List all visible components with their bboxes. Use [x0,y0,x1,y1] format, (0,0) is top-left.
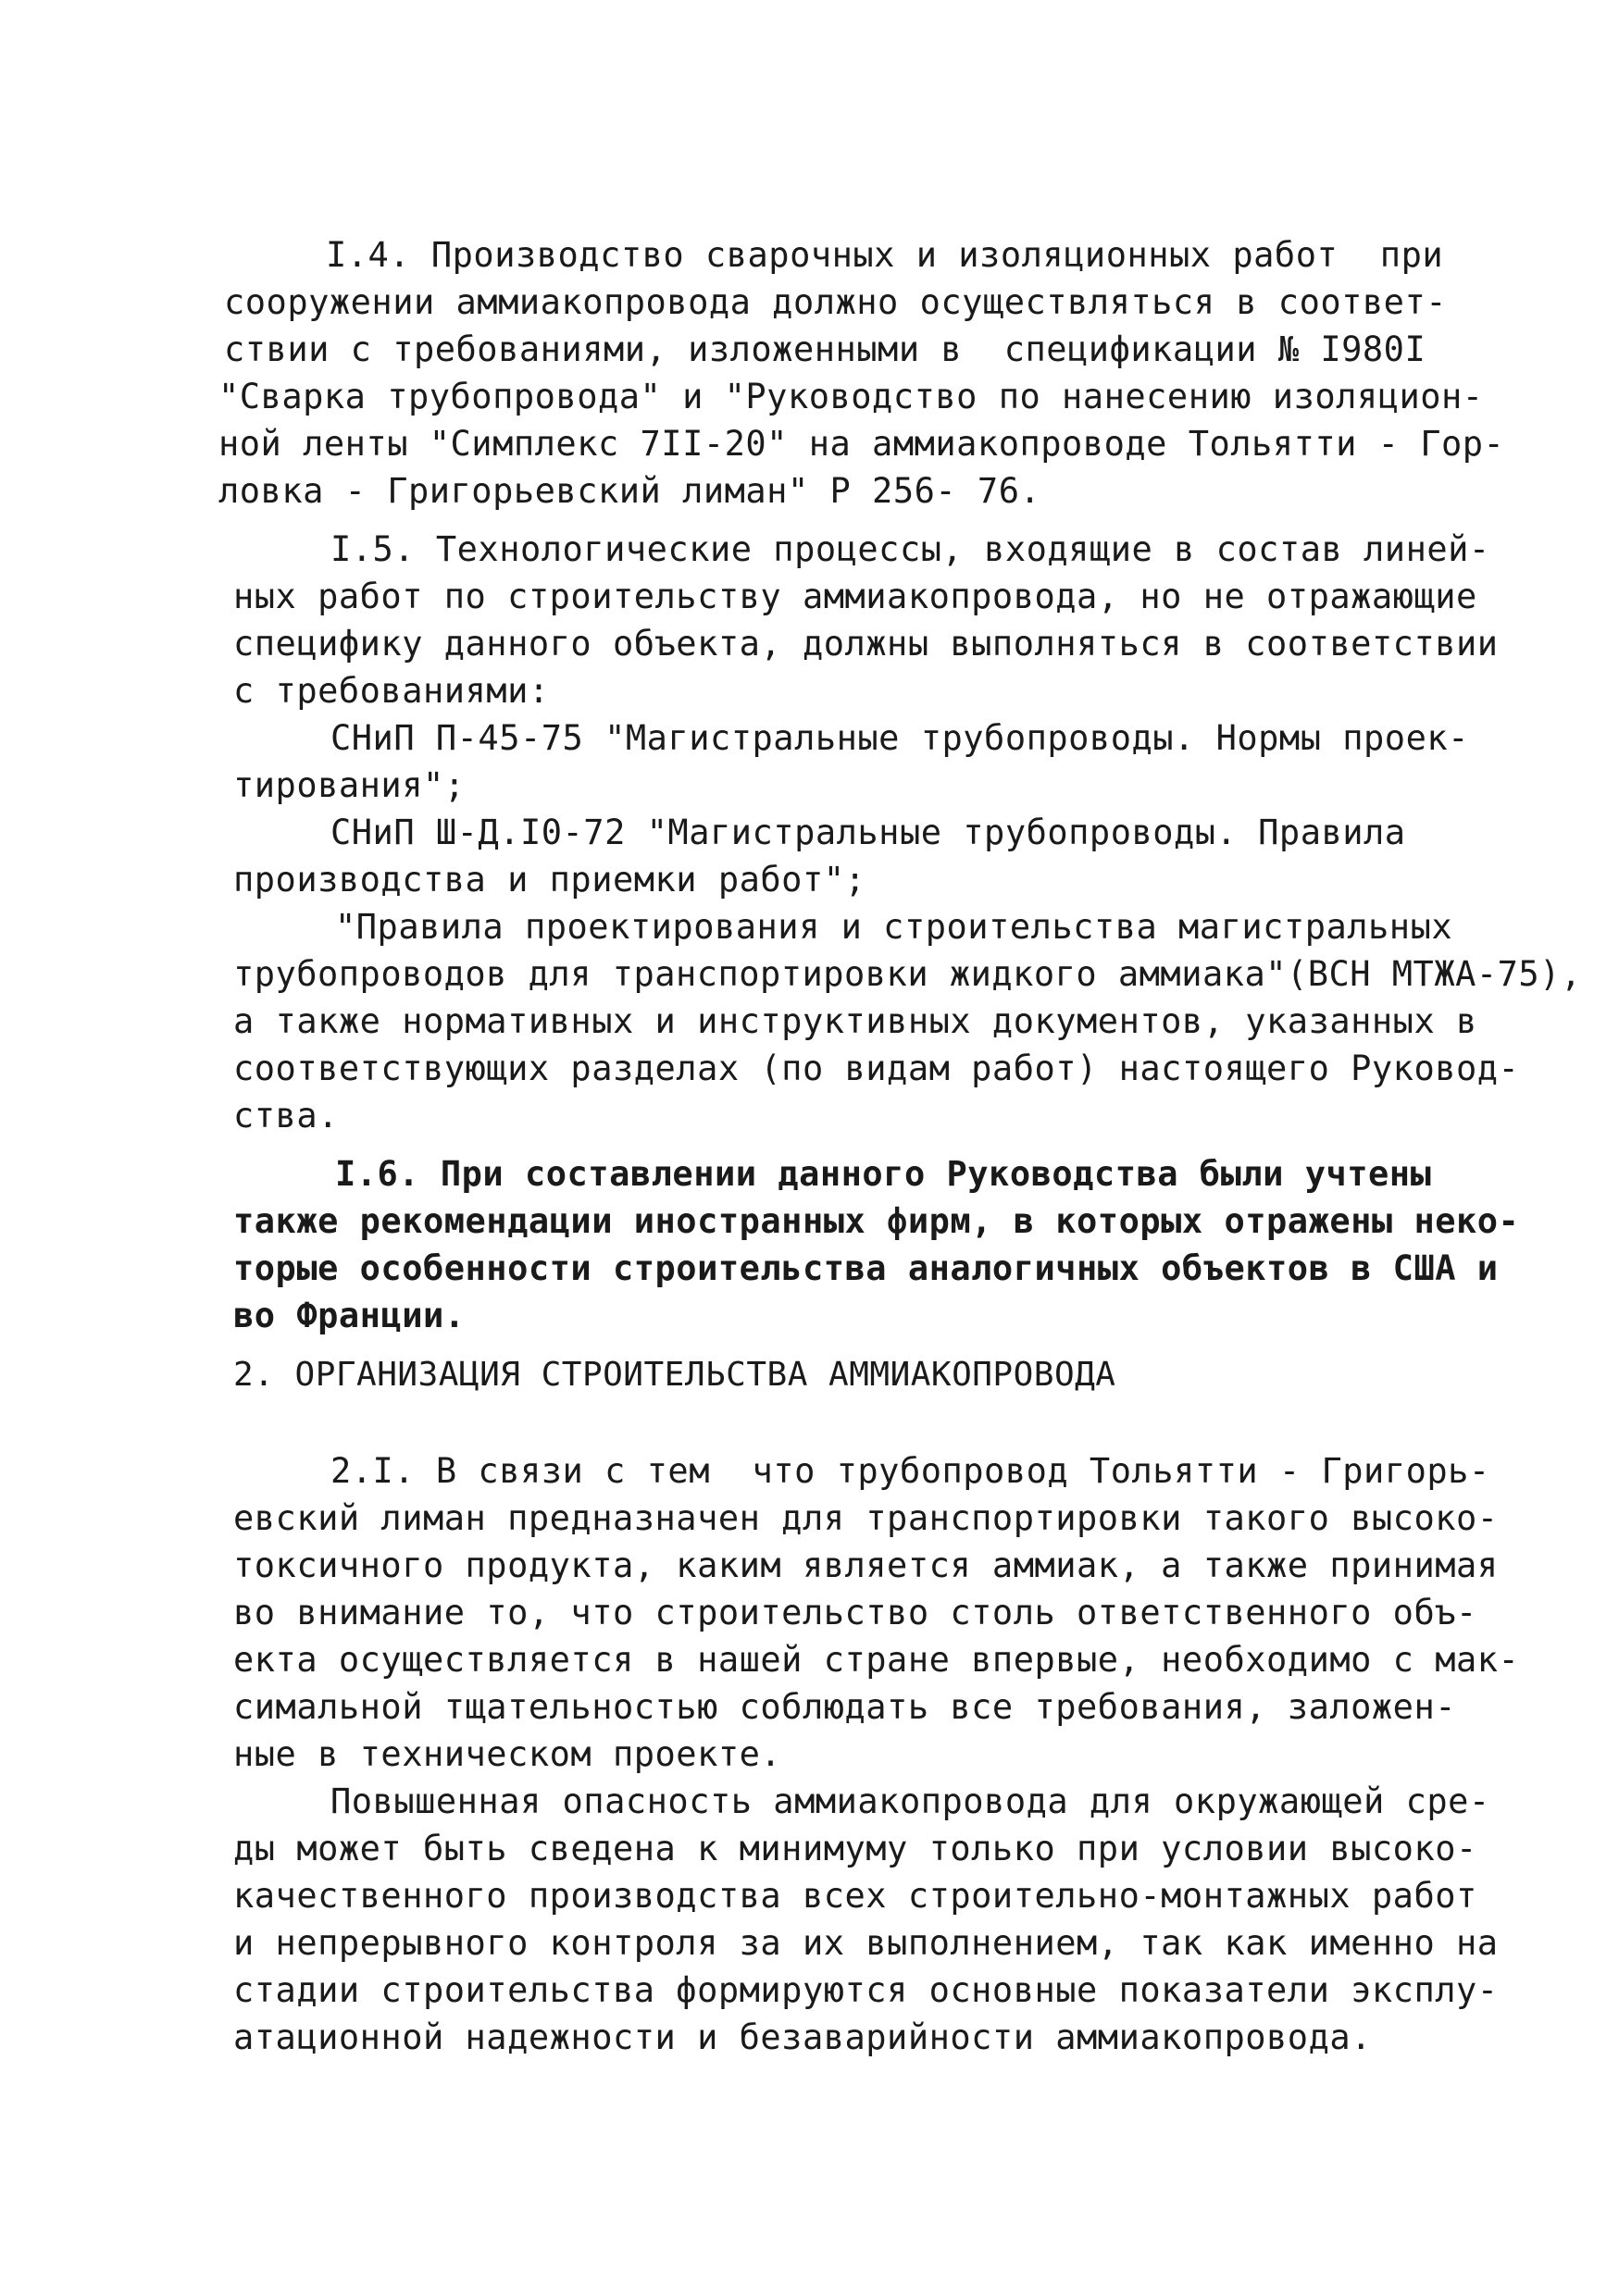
paragraph-1-6-line: I.6. При составлении данного Руководства были учтены [335,1154,1432,1194]
paragraph-1-5-line: "Правила проектирования и строительства магистральных [335,907,1453,947]
paragraph-1-6-line: также рекомендации иностранных фирм, в которых отражены неко- [233,1201,1520,1241]
paragraph-2-1b-line: Повышенная опасность аммиакопровода для окружающей сре- [330,1781,1490,1821]
paragraph-1-5-line: ства. [233,1096,339,1136]
paragraph-2-1-line: ные в техническом проекте. [233,1734,782,1774]
paragraph-1-6-line: во Франции. [233,1296,466,1335]
paragraph-1-4-line: ствии с требованиями, изложенными в спецификации № I980I [224,329,1426,369]
paragraph-1-5-line: с требованиями: [233,671,550,711]
paragraph-1-4-line: ной ленты "Симплекс 7II-20" на аммиакопроводе Тольятти - Гор- [218,424,1505,464]
paragraph-2-1b-line: стадии строительства формируются основные показатели эксплу- [233,1970,1499,2010]
paragraph-2-1-line: 2.I. В связи с тем что трубопровод Тольятти - Григорь- [330,1451,1490,1491]
paragraph-2-1b-line: атационной надежности и безаварийности аммиакопровода. [233,2017,1372,2057]
paragraph-1-5-line: производства и приемки работ"; [233,860,866,900]
section-heading: 2. ОРГАНИЗАЦИЯ СТРОИТЕЛЬСТВА АММИАКОПРОВОДА [233,1356,1116,1394]
paragraph-1-5-line: а также нормативных и инструктивных документов, указанных в [233,1001,1477,1041]
paragraph-2-1-line: во внимание то, что строительство столь ответственного объ- [233,1593,1477,1632]
paragraph-1-4-line: сооружении аммиакопровода должно осуществляться в соответ- [224,282,1448,322]
paragraph-1-4-line: "Сварка трубопровода" и "Руководство по нанесению изоляцион- [218,377,1484,416]
paragraph-2-1b-line: качественного производства всех строительно-монтажных работ [233,1876,1477,1916]
paragraph-2-1-line: екта осуществляется в нашей стране впервые, необходимо с мак- [233,1640,1520,1680]
paragraph-2-1-line: токсичного продукта, каким является аммиак, а также принимая [233,1545,1499,1585]
paragraph-1-5-line: ных работ по строительству аммиакопровода, но не отражающие [233,577,1477,616]
paragraph-2-1b-line: и непрерывного контроля за их выполнением, так как именно на [233,1923,1499,1963]
paragraph-1-5-line: трубопроводов для транспортировки жидкого аммиака"(ВСН МТЖА-75), [233,954,1582,994]
paragraph-1-5-line: специфику данного объекта, должны выполняться в соответствии [233,624,1499,664]
paragraph-1-5-line: СНиП Ш-Д.I0-72 "Магистральные трубопроводы. Правила [330,813,1406,852]
paragraph-2-1-line: евский лиман предназначен для транспортировки такого высоко- [233,1498,1499,1538]
paragraph-1-5-line: I.5. Технологические процессы, входящие в состав линей- [330,529,1490,569]
paragraph-1-5-line: СНиП П-45-75 "Магистральные трубопроводы. Нормы проек- [330,718,1469,758]
paragraph-1-6-line: торые особенности строительства аналогичных объектов в США и [233,1248,1499,1288]
paragraph-1-5-line: тирования"; [233,765,466,805]
paragraph-2-1b-line: ды может быть сведена к минимуму только при условии высоко- [233,1829,1477,1868]
paragraph-1-4-line: ловка - Григорьевский лиман" Р 256- 76. [218,471,1041,511]
paragraph-1-4-line: I.4. Производство сварочных и изоляционных работ при [326,235,1444,275]
paragraph-2-1-line: симальной тщательностью соблюдать все требования, заложен- [233,1687,1457,1727]
paragraph-1-5-line: соответствующих разделах (по видам работ) настоящего Руковод- [233,1049,1520,1088]
